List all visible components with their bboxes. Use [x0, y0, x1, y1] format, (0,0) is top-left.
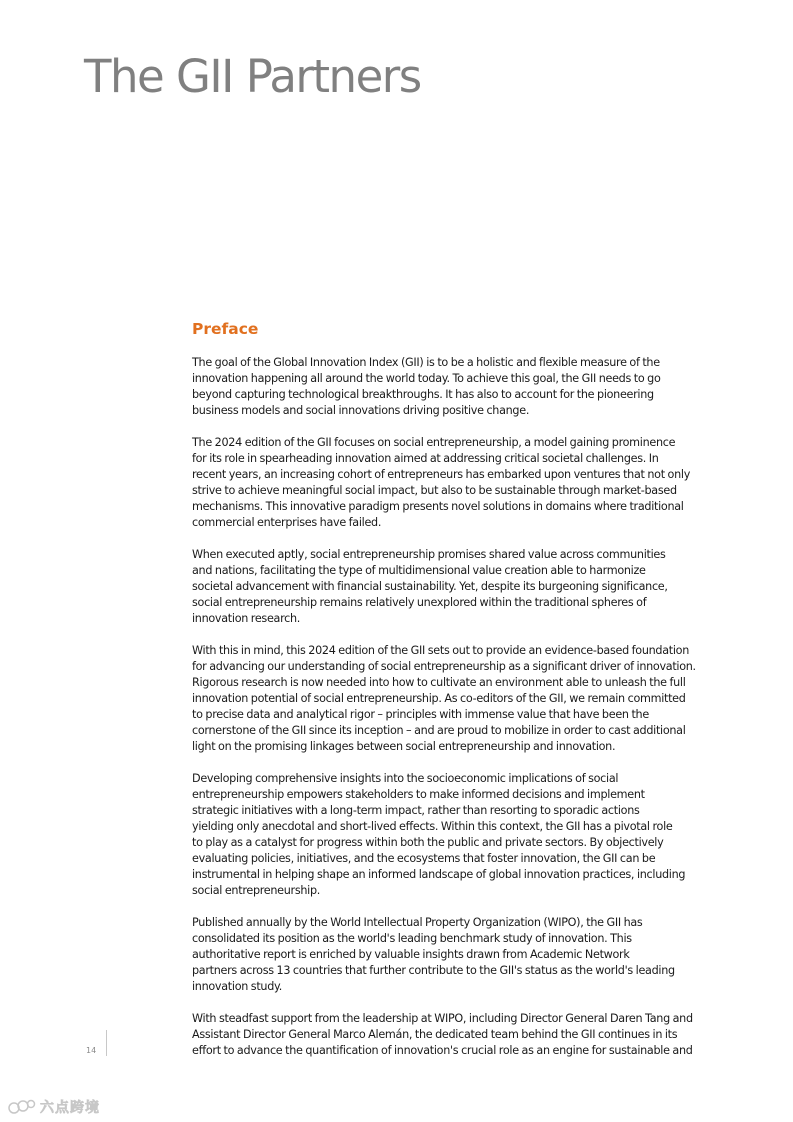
paragraph: Developing comprehensive insights into the socioeconomic implications of social entrepreneurship empowers stakeholders to make informed decisions and implement strategic initiatives with a long-term impact, rather than resorting to sporadic actions yielding only anecdotal and short-lived effects. Within this context, the GII has a pivotal role to play as a catalyst for progress within both the public and private sectors. By objectively evaluating policies, initiatives, and the ecosystems that foster innovation, the GII can be instrumental in helping shape an informed landscape of global innovation practices, including social entrepreneurship.: [192, 772, 686, 897]
paragraph: The goal of the Global Innovation Index (GII) is to be a holistic and flexible measure of the innovation happening all around the world today. To achieve this goal, the GII needs to go beyond capturing technological breakthroughs. It has also to account for the pioneering business models and social innovations driving positive change.: [192, 356, 661, 417]
watermark-logo-icon: [8, 1098, 36, 1116]
paragraph: When executed aptly, social entrepreneurship promises shared value across communities and nations, facilitating the type of multidimensional value creation able to harmonize societal advancement with financial sustainability. Yet, despite its burgeoning significance, social entrepreneurship remains relatively unexplored within the traditional spheres of innovation research.: [192, 548, 668, 625]
page-title: The GII Partners: [84, 50, 421, 103]
section-heading-preface: Preface: [192, 320, 259, 338]
paragraph: With this in mind, this 2024 edition of the GII sets out to provide an evidence-based foundation for advancing our understanding of social entrepreneurship as a significant driver of innovation. Rigorous research is now needed into how to cultivate an environment able to unleash the full innovation potential of social entrepreneurship. As co-editors of the GII, we remain committed to precise data and analytical rigor – principles with immense value that have been the cornerstone of the GII since its inception – and are proud to mobilize in order to cast additional light on the promising linkages between social entrepreneurship and innovation.: [192, 644, 696, 753]
watermark-text: 六点跨境: [40, 1100, 100, 1116]
page-number: 14: [86, 1046, 97, 1055]
paragraph: The 2024 edition of the GII focuses on social entrepreneurship, a model gaining prominence for its role in spearheading innovation aimed at addressing critical societal challenges. In recent years, an increasing cohort of entrepreneurs has embarked upon ventures that not only strive to achieve meaningful social impact, but also to be sustainable through market-based mechanisms. This innovative paradigm presents novel solutions in domains where traditional commercial enterprises have failed.: [192, 436, 691, 529]
paragraph: Published annually by the World Intellectual Property Organization (WIPO), the GII has consolidated its position as the world's leading benchmark study of innovation. This authoritative report is enriched by valuable insights drawn from Academic Network partners across 13 countries that further contribute to the GII's status as the world's leading innovation study.: [192, 916, 675, 993]
watermark: [8, 1097, 100, 1117]
paragraph: With steadfast support from the leadership at WIPO, including Director General Daren Tang and Assistant Director General Marco Alemán, the dedicated team behind the GII continues in its effort to advance the quantification of innovation's crucial role as an engine for sustainable and: [192, 1012, 693, 1057]
page-number-divider: [106, 1030, 107, 1056]
preface-body: [192, 355, 752, 1075]
